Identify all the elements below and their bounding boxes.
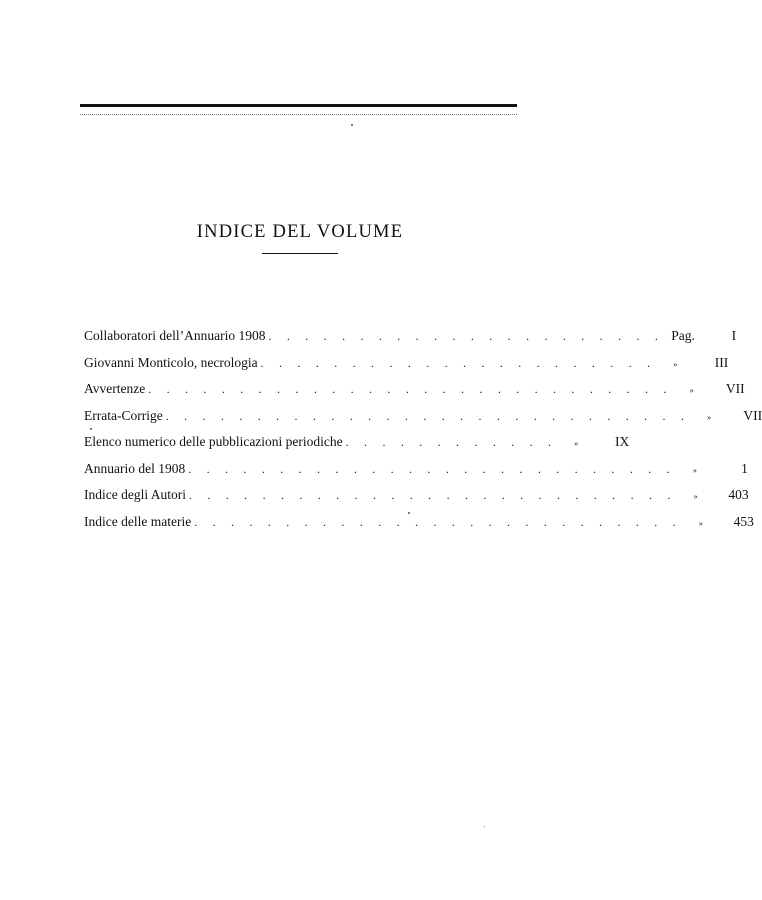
page-number: 1: [741, 460, 748, 476]
page-number: 403: [728, 487, 749, 502]
page-number: VII: [725, 381, 745, 396]
dot-leader: . . . . . . . . . . . . . . . . . . . . . .: [260, 355, 657, 370]
toc-entry-label: Indice degli Autori: [84, 487, 186, 502]
ditto-mark: »: [707, 412, 712, 422]
top-rule-dotted: [80, 114, 517, 115]
toc-entry-label: Annuario del 1908: [84, 460, 186, 476]
toc-entry-label: Errata-Corrige: [84, 407, 163, 423]
page-number: VII: [743, 407, 762, 423]
toc-entry: [84, 434, 630, 461]
dot-leader: . . . . . . . . . . . . . . . . . . . . . . . . . . .: [194, 514, 682, 529]
dot-leader: . . . . . . . . . . . . . . . . . . . . . . . . . . .: [188, 488, 677, 502]
ditto-mark: »: [574, 439, 579, 448]
toc-entry-label: Elenco numerico delle pubblicazioni periodiche: [84, 434, 343, 449]
page-prefix: Pag.: [671, 328, 695, 343]
page-number: I: [731, 328, 737, 343]
dot-leader: . . . . . . . . . . . .: [345, 435, 558, 449]
toc-entry-label: Avvertenze: [84, 381, 146, 396]
ditto-mark: »: [698, 518, 703, 528]
toc-entry: [84, 354, 729, 382]
paper-speck: [351, 124, 353, 126]
page-number: IX: [615, 434, 630, 449]
toc-entry: [84, 460, 748, 488]
page-number: 453: [733, 513, 754, 529]
toc-entry-label: Collaboratori dell’Annuario 1908: [84, 328, 266, 343]
toc-entry: [84, 328, 737, 355]
ditto-mark: »: [673, 359, 678, 369]
ditto-mark: »: [689, 386, 694, 395]
paper-speck: [408, 512, 410, 514]
toc-entry: [84, 487, 749, 514]
ditto-mark: »: [693, 492, 698, 501]
paper-speck: [484, 826, 485, 827]
dot-leader: . . . . . . . . . . . . . . . . . . . . . . . . . . . . .: [165, 408, 691, 423]
toc-entry-label: Giovanni Monticolo, necrologia: [84, 354, 258, 370]
page-title: INDICE DEL VOLUME: [196, 222, 404, 242]
ditto-mark: »: [692, 465, 697, 475]
page-number: III: [714, 354, 729, 370]
toc-entry: [84, 407, 762, 435]
dot-leader: . . . . . . . . . . . . . . . . . . . . . .: [268, 329, 665, 343]
paper-speck: [90, 428, 92, 430]
toc-entry: [84, 513, 754, 541]
title-underline: [262, 253, 338, 254]
toc-entry-label: Indice delle materie: [84, 513, 192, 529]
toc-entry: [84, 381, 745, 408]
dot-leader: . . . . . . . . . . . . . . . . . . . . . . . . . . . . .: [148, 382, 673, 396]
table-of-contents: [84, 328, 762, 540]
dot-leader: . . . . . . . . . . . . . . . . . . . . . . . . . . .: [188, 461, 676, 476]
top-rule: [80, 104, 517, 107]
